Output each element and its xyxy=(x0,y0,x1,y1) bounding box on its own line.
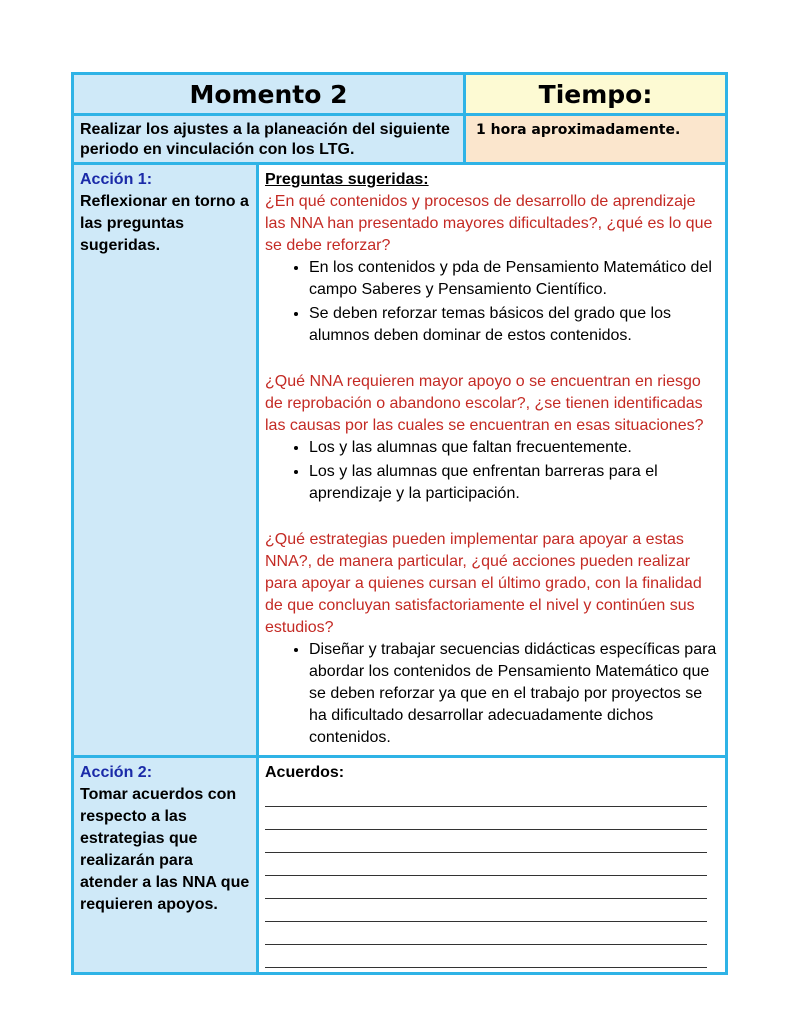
blank-line[interactable] xyxy=(265,807,707,830)
blank-line[interactable] xyxy=(265,830,707,853)
acuerdos-title: Acuerdos: xyxy=(265,764,345,781)
blank-line[interactable] xyxy=(265,876,707,899)
accion1-text: Reflexionar en torno a las preguntas sugeridas. xyxy=(80,193,249,254)
accion2-text: Tomar acuerdos con respecto a las estrategias que realizarán para atender a las NNA que requieren apoyos. xyxy=(80,786,250,913)
time-value: 1 hora aproximadamente. xyxy=(465,115,727,164)
blank-line[interactable] xyxy=(265,853,707,876)
question-3: ¿Qué estrategias pueden implementar para apoyar a estas NNA?, de manera particular, ¿qué acciones pueden realizar para apoyar a quienes cursan el último grado, con la finalidad de que concluyan satisfactoriamente el nivel y continúen sus estudios? xyxy=(265,531,702,636)
moment-title: Momento 2 xyxy=(73,74,465,115)
preguntas-title: Preguntas sugeridas: xyxy=(265,171,429,188)
question-2: ¿Qué NNA requieren mayor apoyo o se encuentran en riesgo de reprobación o abandono escolar?, ¿se tienen identificadas las causas por las cuales se encuentran en esas situaciones? xyxy=(265,373,704,434)
blank-line[interactable] xyxy=(265,899,707,922)
accion2-label: Acción 2: xyxy=(80,764,153,781)
q3-bullet-list xyxy=(265,639,719,749)
list-item: • Los y las alumnas que enfrentan barreras para el aprendizaje y la participación. xyxy=(309,461,719,505)
moment-description: Realizar los ajustes a la planeación del siguiente periodo en vinculación con los LTG. xyxy=(73,115,465,164)
planning-table xyxy=(71,72,728,975)
q1-bullet-list xyxy=(265,257,719,347)
accion1-cell xyxy=(73,164,258,757)
accion2-cell xyxy=(73,757,258,974)
list-item: • Diseñar y trabajar secuencias didácticas específicas para abordar los contenidos de Pensamiento Matemático que se deben reforzar ya que en el trabajo por proyectos se ha dificultado desarrollar adecuadamente dichos contenidos. xyxy=(309,639,719,749)
list-item: • Se deben reforzar temas básicos del grado que los alumnos deben dominar de estos contenidos. xyxy=(309,303,719,347)
list-item: • En los contenidos y pda de Pensamiento Matemático del campo Saberes y Pensamiento Científico. xyxy=(309,257,719,301)
preguntas-cell xyxy=(258,164,727,757)
list-item: • Los y las alumnas que faltan frecuentemente. xyxy=(309,437,719,459)
accion1-label: Acción 1: xyxy=(80,171,153,188)
blank-line[interactable] xyxy=(265,945,707,968)
acuerdos-cell xyxy=(258,757,727,974)
document-page xyxy=(71,72,725,975)
question-1: ¿En qué contenidos y procesos de desarrollo de aprendizaje las NNA han presentado mayores dificultades?, ¿qué es lo que se debe reforzar? xyxy=(265,193,713,254)
blank-line[interactable] xyxy=(265,784,707,807)
q2-bullet-list xyxy=(265,437,719,505)
time-label: Tiempo: xyxy=(465,74,727,115)
blank-line[interactable] xyxy=(265,922,707,945)
